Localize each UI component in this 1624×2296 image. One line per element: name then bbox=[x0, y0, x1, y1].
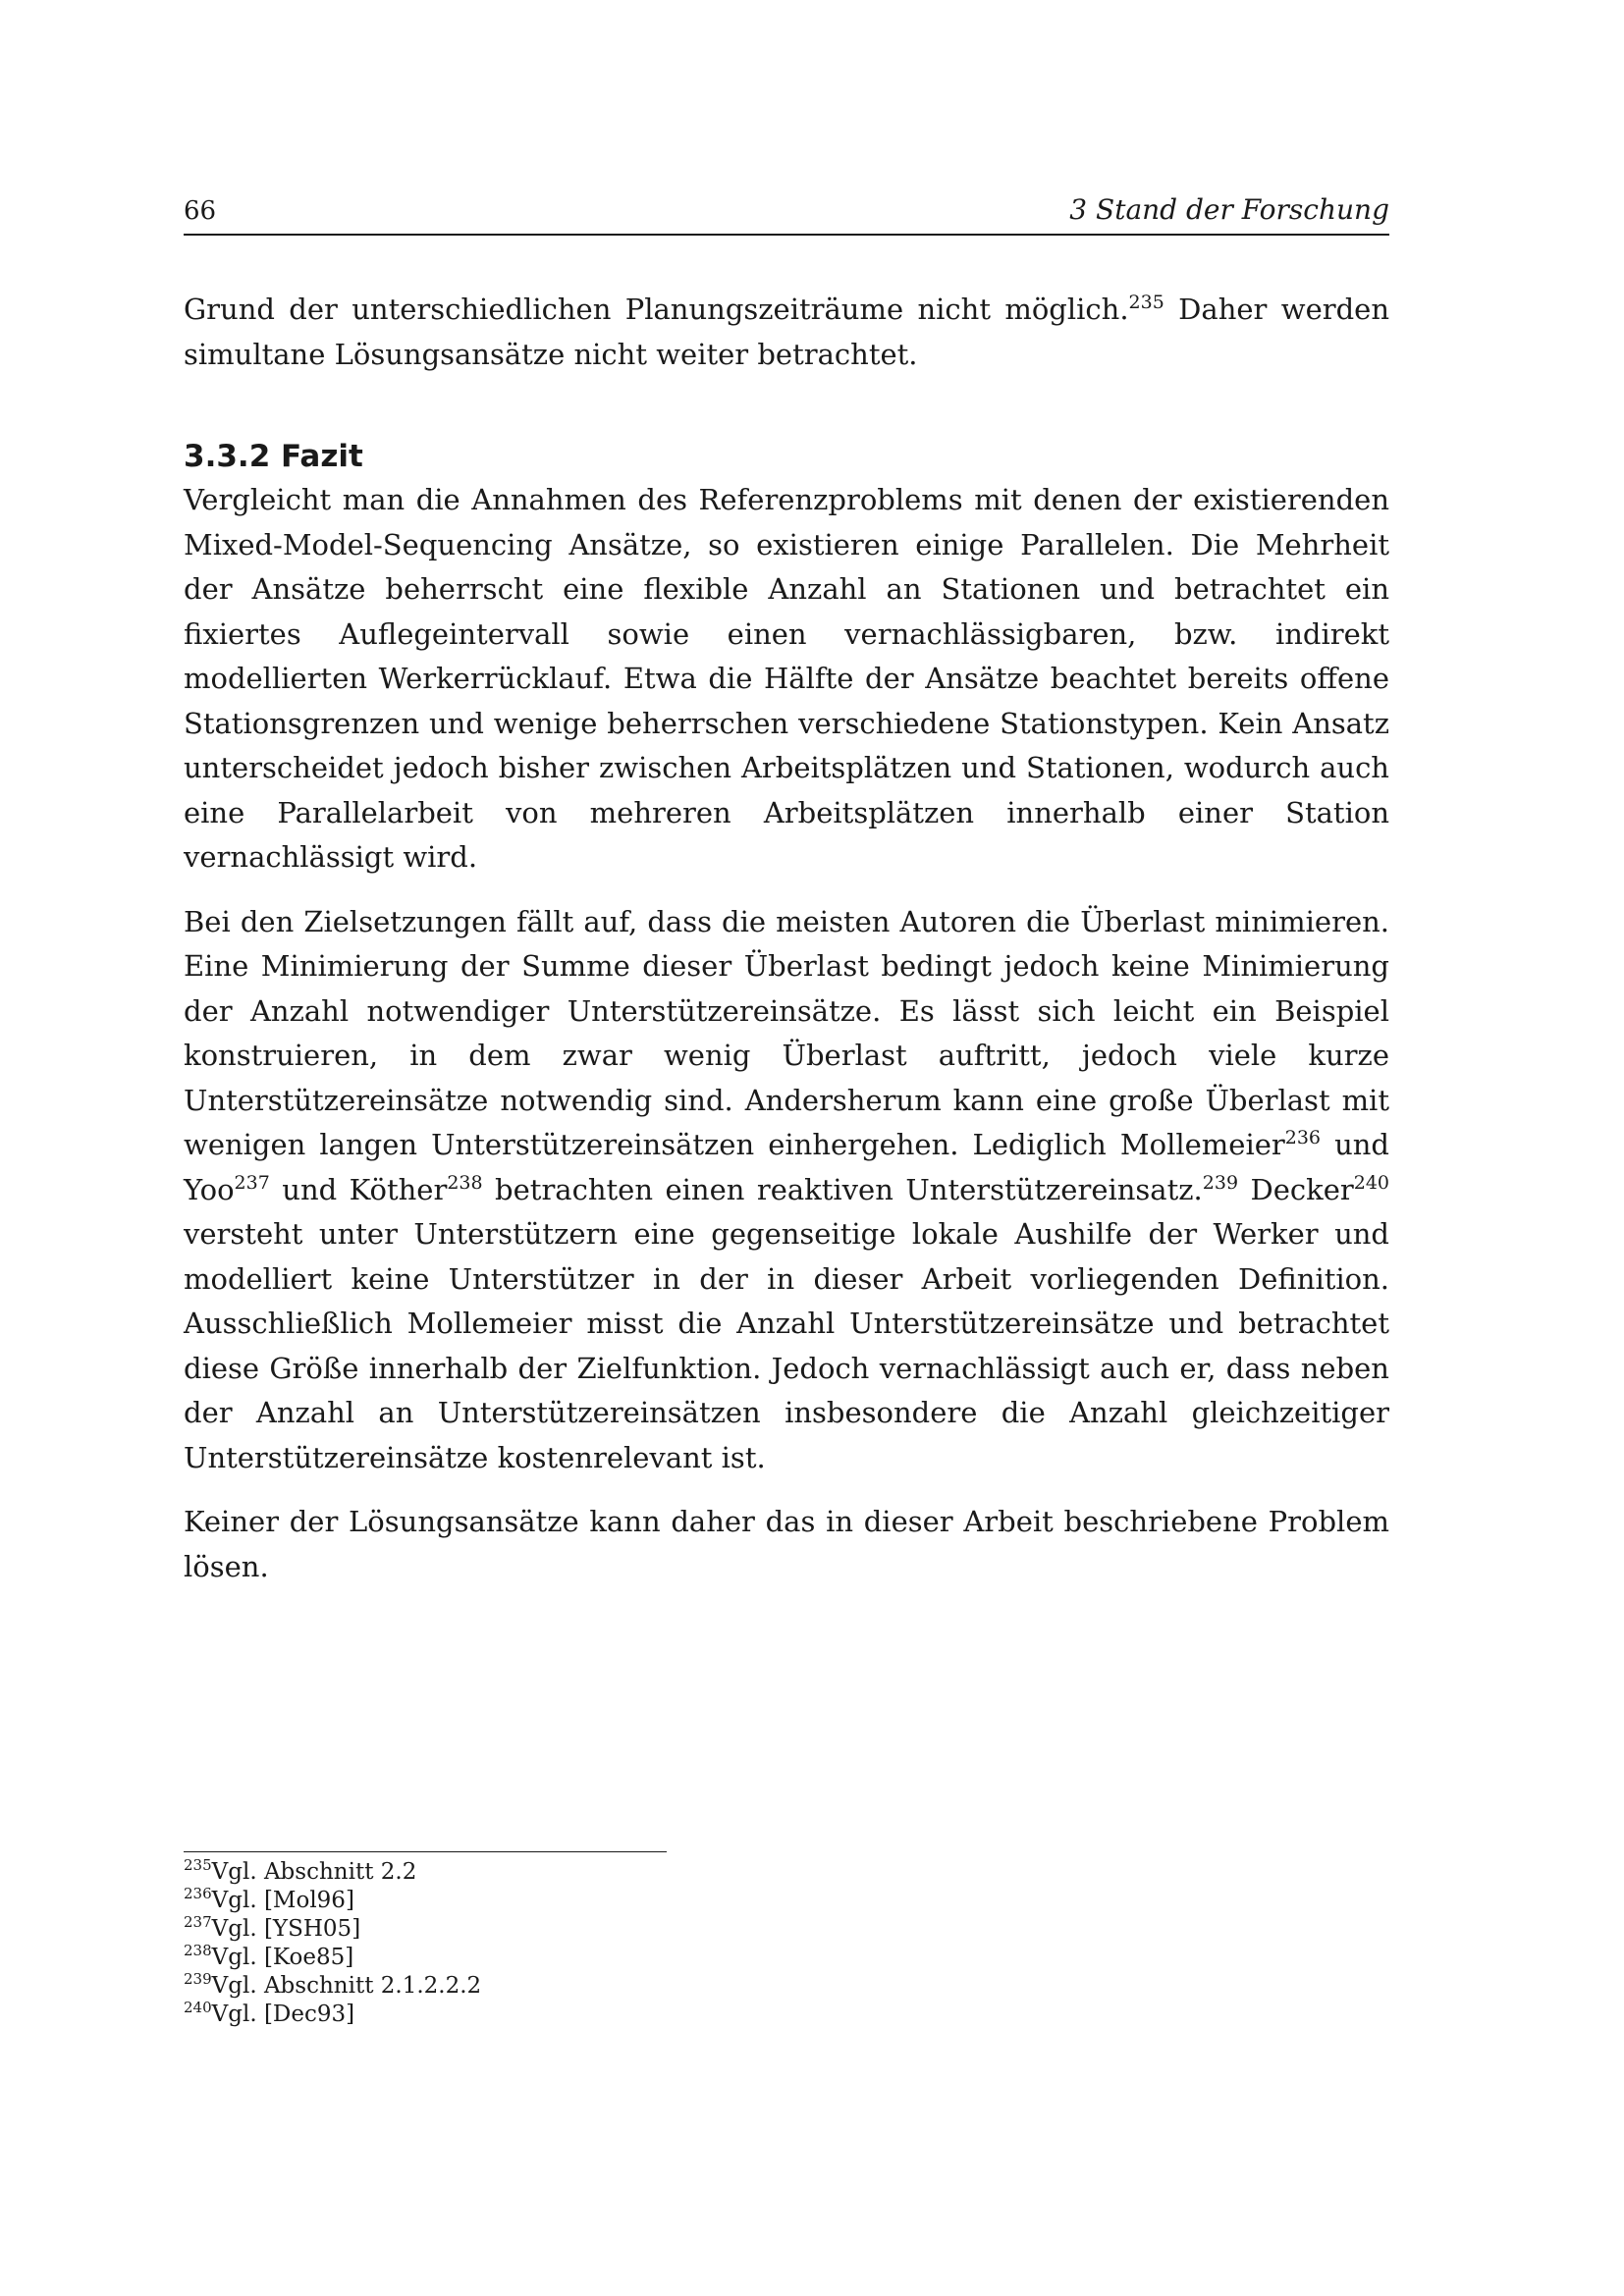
footnote-ref-238[interactable]: 238 bbox=[447, 1171, 483, 1194]
footnote bbox=[184, 1972, 481, 2001]
footnote-number: 240 bbox=[184, 1999, 212, 2016]
footnote bbox=[184, 1944, 481, 1972]
section-heading: 3.3.2 Fazit bbox=[184, 439, 363, 474]
footnote-text: Vgl. Abschnitt 2.2 bbox=[211, 1859, 417, 1885]
footnote-number: 236 bbox=[184, 1885, 212, 1902]
footnote-text: Vgl. [YSH05] bbox=[211, 1916, 361, 1942]
footnote-ref-235[interactable]: 235 bbox=[1128, 292, 1164, 313]
footnote-ref-240[interactable]: 240 bbox=[1353, 1171, 1389, 1194]
running-header bbox=[184, 190, 1389, 236]
footnote-ref-236[interactable]: 236 bbox=[1284, 1127, 1322, 1148]
footnote-number: 235 bbox=[184, 1856, 212, 1874]
footnote-text: Vgl. Abschnitt 2.1.2.2.2 bbox=[211, 1973, 482, 1999]
para2-text-5: Decker bbox=[1238, 1172, 1354, 1206]
footnote bbox=[184, 1858, 481, 1887]
intro-paragraph bbox=[184, 288, 1389, 377]
intro-text-1: Grund der unterschiedlichen Planungszeiträume nicht möglich. bbox=[184, 293, 1129, 326]
footnote-text: Vgl. [Dec93] bbox=[211, 2002, 355, 2027]
para2-text-1: Bei den Zielsetzungen fällt auf, dass die meisten Autoren die Überlast minimieren. Eine Minimierung der Summe dieser Überlast bedingt jedoch keine Minimierung der Anzahl notwendiger Unterstützereinsätze. Es lässt sich leicht ein Beispiel konstruieren, in dem zwar wenig Überlast auftritt, jedoch viele kurze Unterstützereinsätze notwendig sind. Andersherum kann eine große Überlast mit wenigen langen Unterstützereinsätzen einhergehen. Lediglich Mollemeier bbox=[184, 904, 1389, 1161]
section-body bbox=[184, 478, 1389, 1589]
paragraph-1: Vergleicht man die Annahmen des Referenzproblems mit denen der existierenden Mixed-Model-Sequencing Ansätze, so existieren einige Parallelen. Die Mehrheit der Ansätze beherrscht eine flexible Anzahl an Stationen und betrachtet ein fixiertes Auflegeintervall sowie einen vernachlässigbaren, bzw. indirekt modellierten Werkerrücklauf. Etwa die Hälfte der Ansätze beachtet bereits offene Stationsgrenzen und wenige beherrschen verschiedene Stationstypen. Kein Ansatz unterscheidet jedoch bisher zwischen Arbeitsplätzen und Stationen, wodurch auch eine Parallelarbeit von mehreren Arbeitsplätzen innerhalb einer Station vernachlässigt wird. bbox=[184, 483, 1389, 874]
footnote-ref-239[interactable]: 239 bbox=[1202, 1171, 1239, 1194]
footnote-ref-237[interactable]: 237 bbox=[234, 1171, 270, 1194]
footnote-divider bbox=[184, 1851, 667, 1852]
footnote-number: 238 bbox=[184, 1942, 212, 1959]
footnote bbox=[184, 1915, 481, 1944]
para2-text-4: betrachten einen reaktiven Unterstützereinsatz. bbox=[482, 1172, 1203, 1206]
paragraph-3: Keiner der Lösungsansätze kann daher das in dieser Arbeit beschriebene Problem lösen. bbox=[184, 1505, 1389, 1583]
footnote-text: Vgl. [Mol96] bbox=[211, 1888, 354, 1913]
para2-text-6: versteht unter Unterstützern eine gegenseitige lokale Aushilfe der Werker und modelliert keine Unterstützer in der in dieser Arbeit vorliegenden Definition. Ausschließlich Mollemeier misst die Anzahl Unterstützereinsätze und betrachtet diese Größe innerhalb der Zielfunktion. Jedoch vernachlässigt auch er, dass neben der Anzahl an Unterstützereinsätzen insbesondere die Anzahl gleichzeitiger Unterstützereinsätze kostenrelevant ist. bbox=[184, 1217, 1389, 1474]
para2-text-3: und Köther bbox=[269, 1172, 448, 1206]
footnote-number: 237 bbox=[184, 1913, 212, 1931]
footnote-number: 239 bbox=[184, 1970, 212, 1988]
footnote bbox=[184, 2001, 481, 2029]
footnotes bbox=[184, 1858, 481, 2029]
paragraph-2 bbox=[184, 900, 1389, 1481]
intro-text-2: Daher werden simultane Lösungsansätze nicht weiter betrachtet. bbox=[184, 293, 1389, 371]
footnote-text: Vgl. [Koe85] bbox=[211, 1945, 354, 1970]
footnote bbox=[184, 1887, 481, 1915]
page-number: 66 bbox=[184, 196, 217, 226]
chapter-title: 3 Stand der Forschung bbox=[1069, 193, 1389, 226]
para2-text-2: und Yoo bbox=[184, 1128, 1390, 1206]
